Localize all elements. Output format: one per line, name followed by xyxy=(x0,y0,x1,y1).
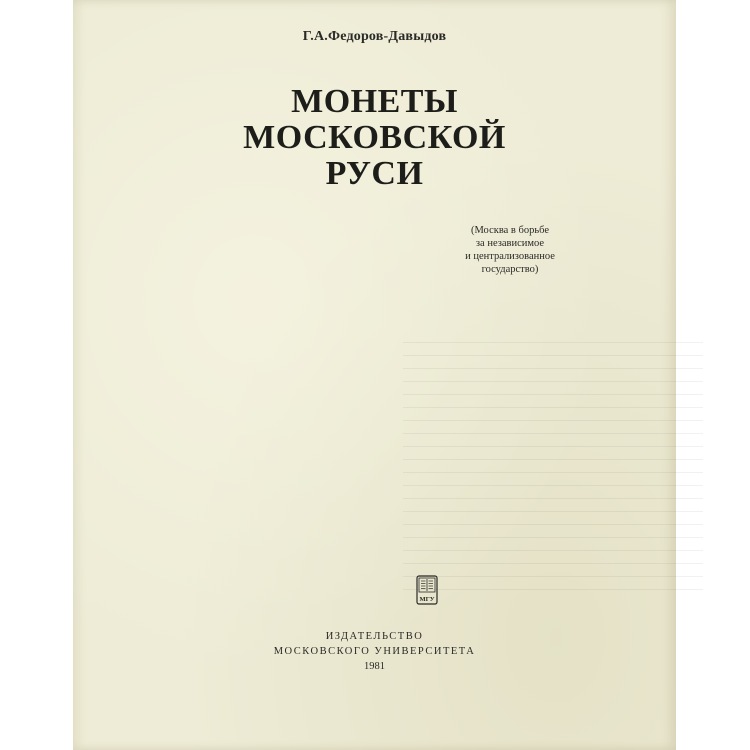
title-line: РУСИ xyxy=(325,155,424,192)
publisher-line: МОСКОВСКОГО УНИВЕРСИТЕТА xyxy=(273,646,476,657)
publisher-line: ИЗДАТЕЛЬСТВО xyxy=(325,631,424,642)
author-name: Г.А.Федоров-Давыдов xyxy=(302,29,447,44)
publication-year: 1981 xyxy=(364,661,385,672)
logo-text: МГУ xyxy=(419,596,435,603)
book-title xyxy=(73,84,676,192)
publisher xyxy=(73,629,676,659)
subtitle-line: и централизованное xyxy=(465,251,555,262)
title-line: МОСКОВСКОЙ xyxy=(243,119,506,156)
subtitle-line: (Москва в борьбе xyxy=(470,225,550,236)
subtitle-line: за независимое xyxy=(475,238,545,249)
subtitle-line: государство) xyxy=(481,264,539,275)
title-page xyxy=(73,0,676,750)
title-line: МОНЕТЫ xyxy=(291,83,458,120)
mgu-book-logo-icon xyxy=(416,575,438,605)
book-subtitle xyxy=(425,224,595,276)
bleed-through-texture xyxy=(403,330,703,590)
